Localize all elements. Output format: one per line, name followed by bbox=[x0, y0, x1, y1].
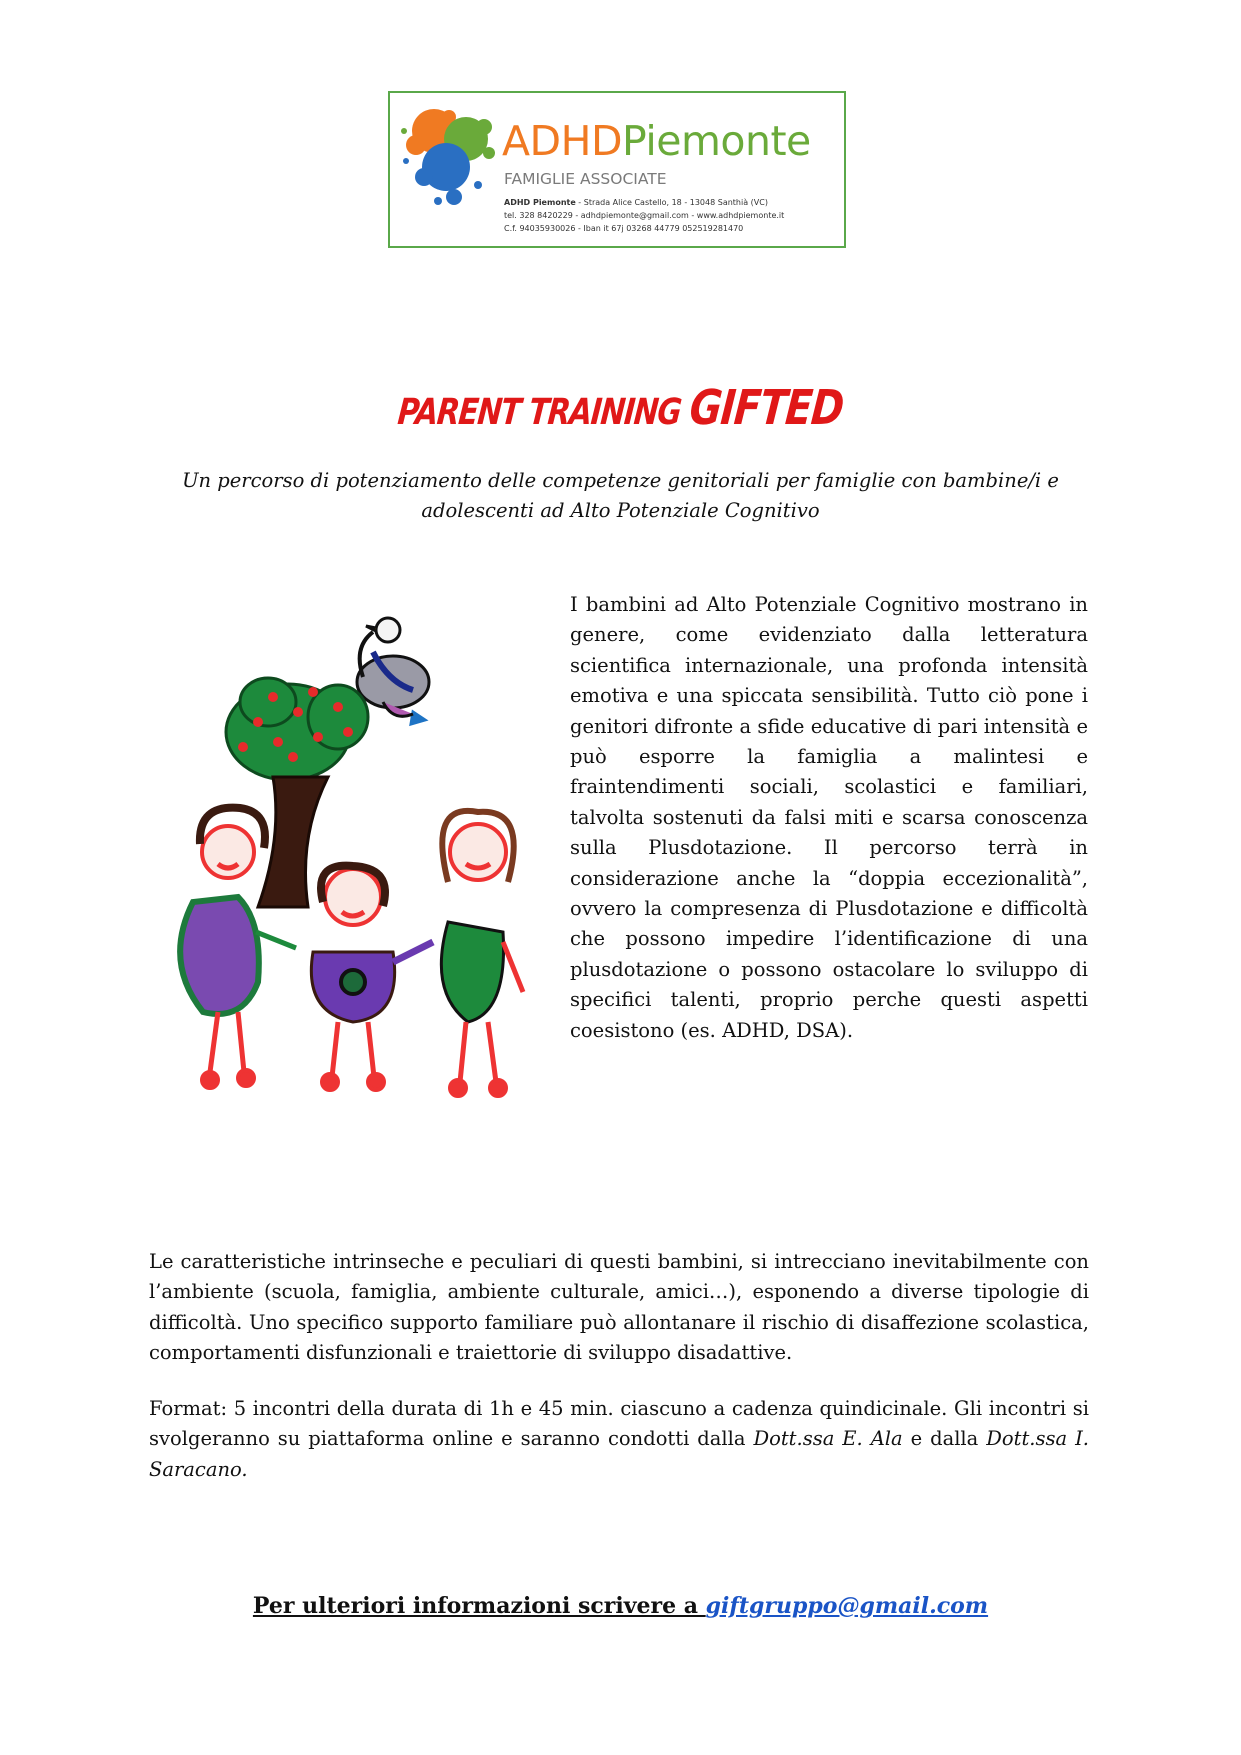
contact-footer bbox=[0, 1593, 1241, 1619]
paint-splash-icon bbox=[394, 101, 502, 213]
contact-email-link[interactable]: giftgruppo@gmail.com bbox=[705, 1593, 989, 1619]
family-drawing-illustration bbox=[148, 582, 558, 1142]
center-person-drawing bbox=[311, 866, 433, 1090]
title-part1: PARENT TRAINING bbox=[396, 392, 692, 433]
logo-contact-address: - Strada Alice Castello, 18 - 13048 Santhià (VC) bbox=[575, 198, 768, 207]
right-person-drawing bbox=[441, 811, 523, 1096]
logo-name bbox=[502, 117, 811, 165]
page-title bbox=[109, 380, 1131, 436]
page-subtitle: Un percorso di potenziamento delle competenze genitoriali per famiglie con bambine/i e adolescenti ad Alto Potenziale Cognitivo bbox=[182, 469, 1059, 522]
intro-paragraph: I bambini ad Alto Potenziale Cognitivo mostrano in genere, come evidenziato dalla letteratura scientifica internazionale, una profonda intensità emotiva e una spiccata sensibilità. Tutto ciò pone i genitori difronte a sfide educative di pari intensità e può esporre la famiglia a malintesi e fraintendimenti sociali, scolastici e familiari, talvolta sostenuti da falsi miti e scarsa conoscenza sulla Plusdotazione. Il percorso terrà in considerazione anche la “doppia eccezionalità”, ovvero la compresenza di Plusdotazione e difficoltà che possono impedire l’identificazione di una plusdotazione o possono ostacolare lo sviluppo di specifici talenti, proprio perche questi aspetti coesistono (es. ADHD, DSA). bbox=[570, 593, 1088, 1042]
doctor-name-ala: Dott.ssa E. Ala bbox=[753, 1427, 903, 1451]
doctor-name-saracano: Dott.ssa I. Saracano. bbox=[149, 1427, 1089, 1481]
format-text-part2: e dalla bbox=[902, 1427, 987, 1451]
logo-name-part2: Piemonte bbox=[622, 117, 811, 165]
format-text-part1: Format: 5 incontri della durata di 1h e 45 min. ciascuno a cadenza quindicinale. Gli incontri si svolgeranno su piattaforma online e saranno condotti dalla bbox=[149, 1397, 1089, 1451]
footer-label: Per ulteriori informazioni scrivere a bbox=[252, 1593, 706, 1619]
title-part2: GIFTED bbox=[687, 380, 846, 436]
logo-contact-info bbox=[504, 196, 834, 235]
association-logo bbox=[388, 91, 846, 248]
characteristics-paragraph: Le caratteristiche intrinseche e peculiari di questi bambini, si intrecciano inevitabilmente con l’ambiente (scuola, famiglia, ambiente culturale, amici…), esponendo a diverse tipologie di difficoltà. Uno specifico supporto familiare può allontanare il rischio di disaffezione scolastica, comportamenti disfunzionali e traiettorie di sviluppo disadattive. bbox=[149, 1250, 1089, 1365]
logo-tagline: FAMIGLIE ASSOCIATE bbox=[504, 170, 667, 188]
logo-name-part1: ADHD bbox=[502, 117, 623, 165]
logo-contact-name: ADHD Piemonte bbox=[504, 198, 576, 207]
logo-contact-line3: C.f. 94035930026 - Iban it 67j 03268 44779 052519281470 bbox=[504, 224, 744, 233]
format-paragraph bbox=[149, 1394, 1089, 1485]
logo-contact-line2: tel. 328 8420229 - adhdpiemonte@gmail.com - www.adhdpiemonte.it bbox=[504, 211, 785, 220]
logo-contact-line1 bbox=[504, 196, 834, 209]
